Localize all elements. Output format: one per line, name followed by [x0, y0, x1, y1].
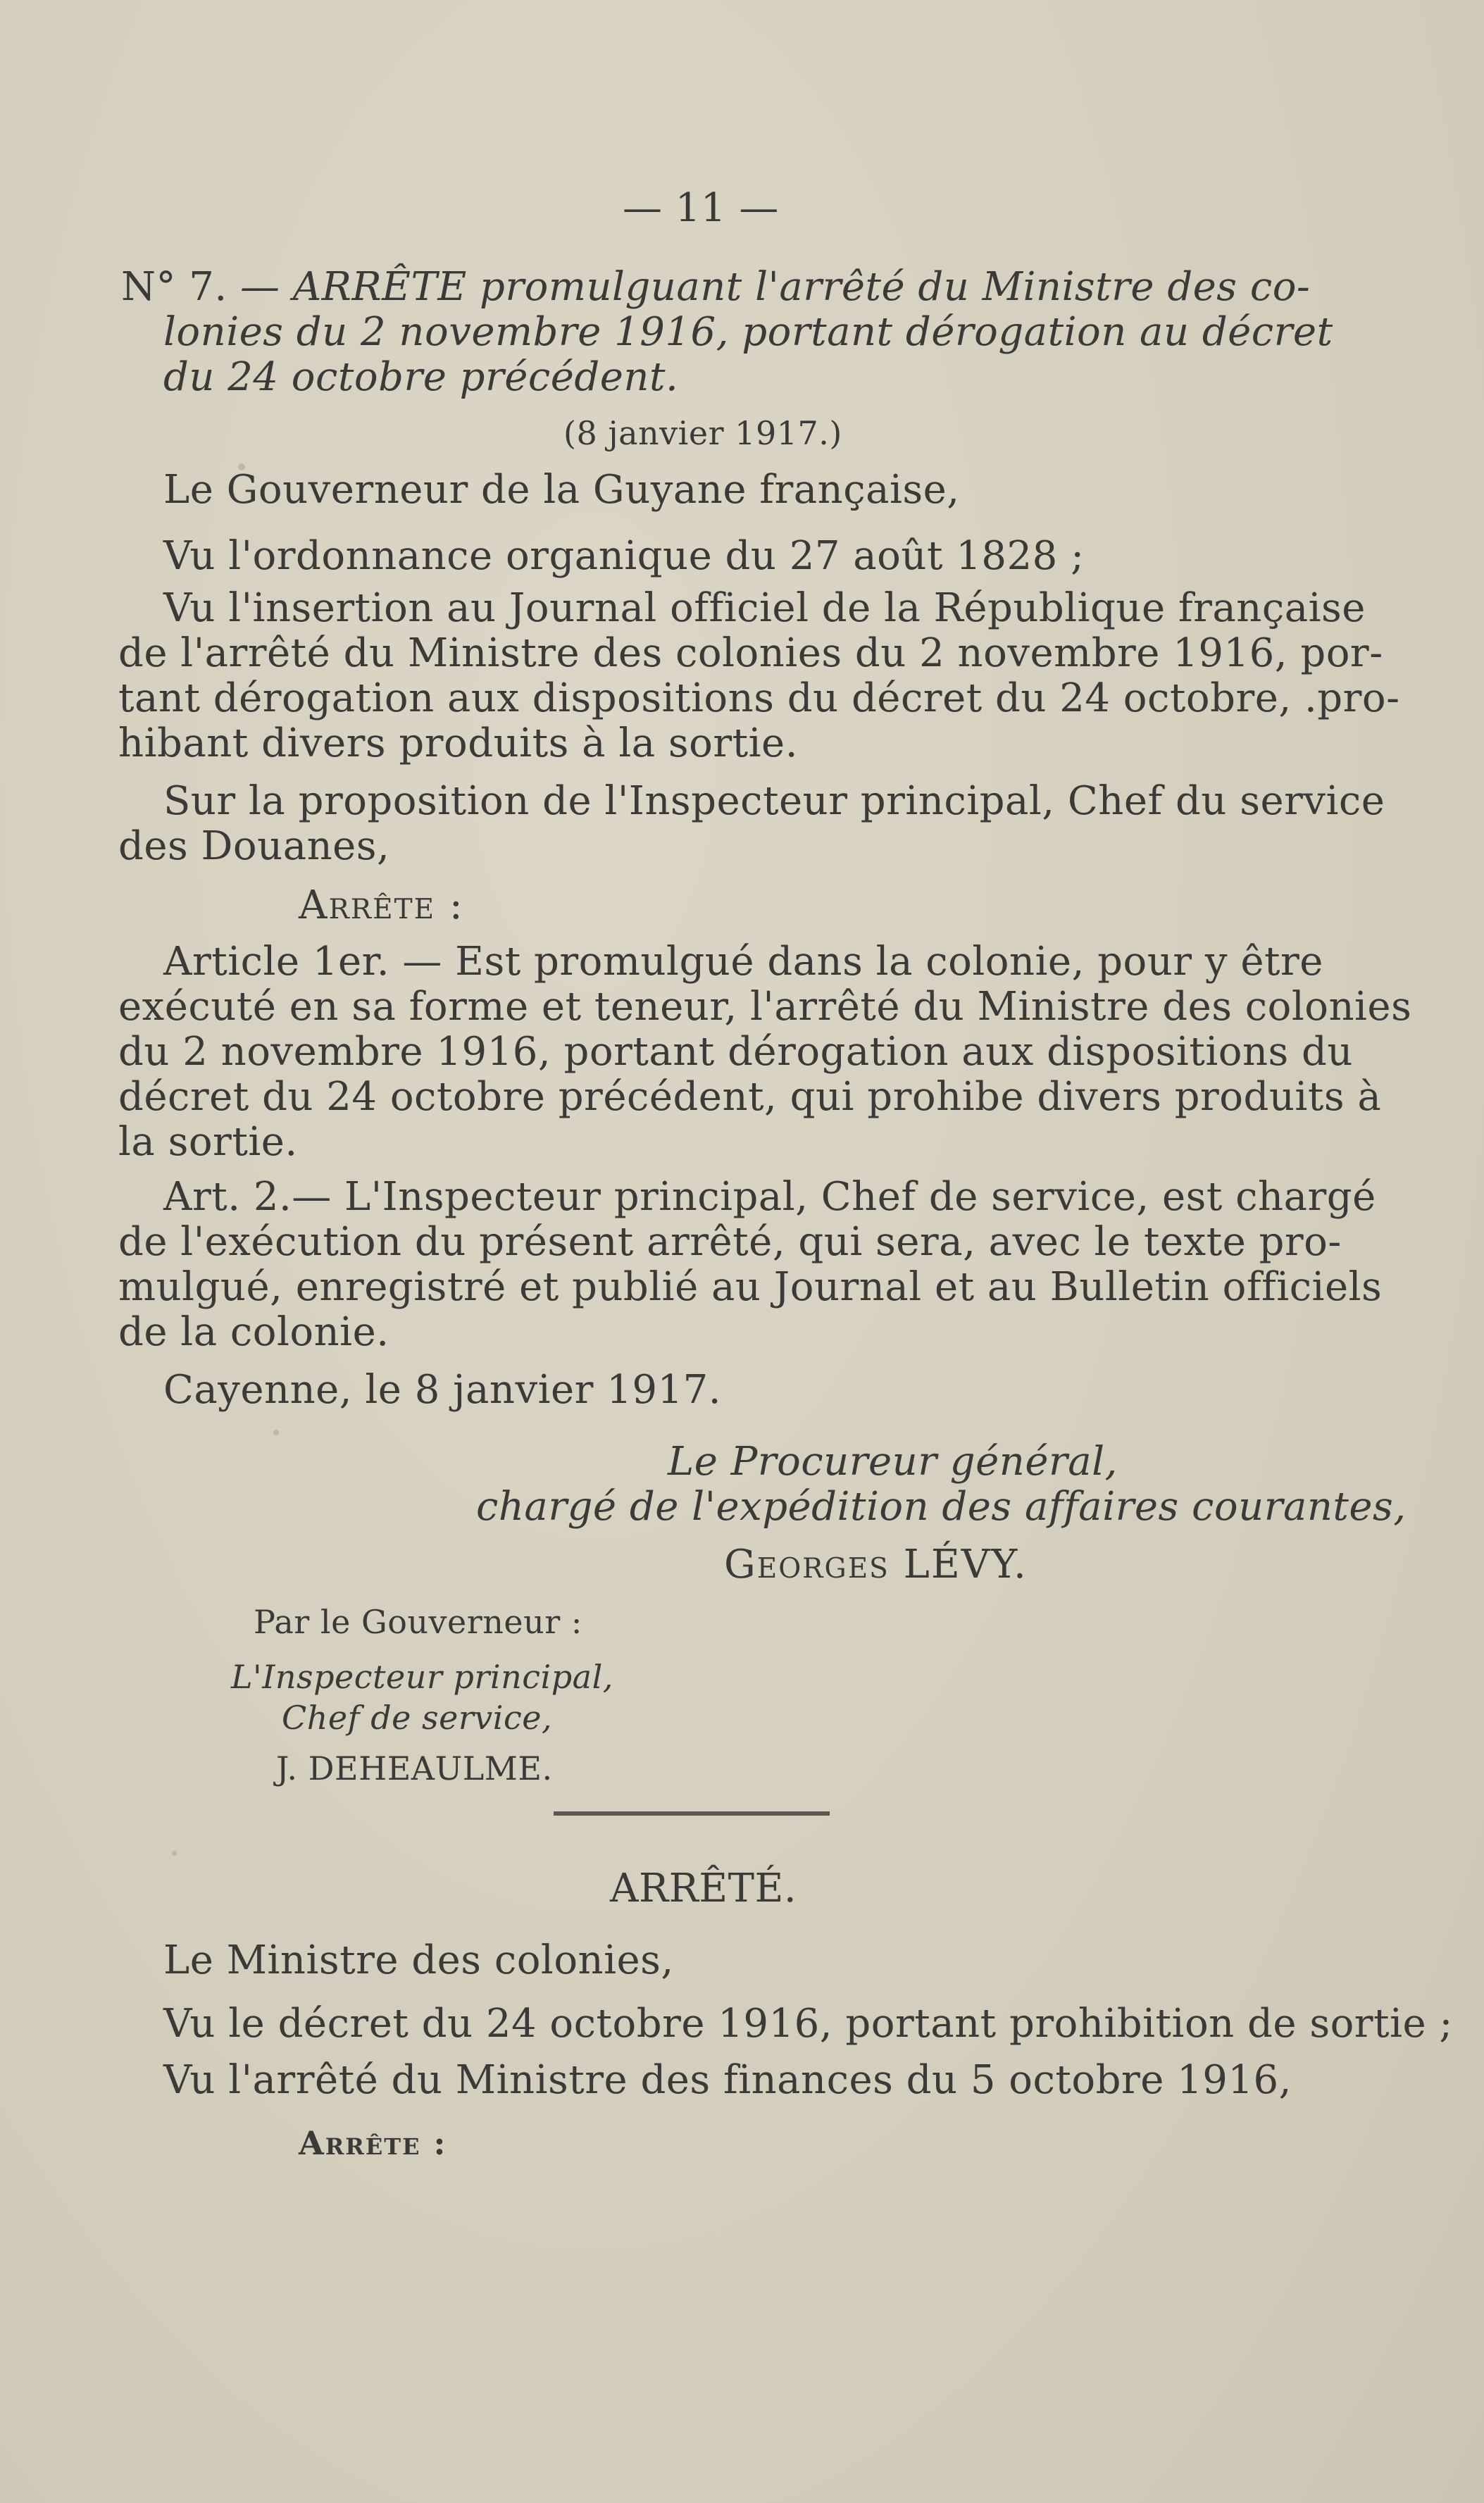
countersign-role: Chef de service, — [282, 1699, 553, 1737]
paper-spot — [273, 1430, 279, 1435]
vu-insertion-l1: Vu l'insertion au Journal officiel de la République française — [163, 585, 1366, 631]
signatory-name: Georges LÉVY. — [724, 1542, 1028, 1587]
page-number: — 11 — — [623, 185, 779, 231]
article1-l4: décret du 24 octobre précédent, qui prohibe divers produits à — [118, 1074, 1382, 1120]
article2-l3: mulgué, enregistré et publié au Journal et au Bulletin officiels — [118, 1264, 1383, 1310]
vu-decret: Vu le décret du 24 octobre 1916, portant prohibition de sortie ; — [163, 2001, 1453, 2047]
arrete-heading: Arrête : — [299, 882, 464, 928]
article1-l5: la sortie. — [118, 1119, 298, 1165]
decree-title-line-2: lonies du 2 novembre 1916, portant dérogation au décret — [163, 309, 1333, 355]
signatory-role: chargé de l'expédition des affaires courantes, — [476, 1484, 1407, 1530]
decree-number: N° 7. — [121, 264, 227, 310]
vu-ordonnance: Vu l'ordonnance organique du 27 août 1828 ; — [163, 533, 1085, 579]
proposition-l2: des Douanes, — [118, 823, 390, 869]
paper-spot — [238, 463, 245, 470]
place-date: Cayenne, le 8 janvier 1917. — [163, 1367, 722, 1413]
article1-l2: exécuté en sa forme et teneur, l'arrêté du Ministre des colonies — [118, 984, 1412, 1030]
countersign-label: Par le Gouverneur : — [254, 1603, 582, 1641]
countersign-name: J. DEHEAULME. — [276, 1749, 553, 1787]
paper-spot — [172, 1851, 177, 1856]
article1-l3: du 2 novembre 1916, portant dérogation aux dispositions du — [118, 1029, 1353, 1075]
countersign-title: L'Inspecteur principal, — [231, 1658, 613, 1696]
vu-insertion-l3: tant dérogation aux dispositions du décret du 24 octobre, .pro- — [118, 675, 1400, 721]
minister-line: Le Ministre des colonies, — [163, 1937, 674, 1983]
arrete-section-heading: ARRÊTÉ. — [610, 1866, 797, 1911]
section-divider — [554, 1811, 830, 1816]
vu-insertion-l4: hibant divers produits à la sortie. — [118, 720, 798, 766]
decree-date: (8 janvier 1917.) — [563, 414, 842, 452]
decree-title-line-1 — [121, 265, 1310, 310]
article1-l1: Article 1er. — Est promulgué dans la colonie, pour y être — [163, 939, 1323, 985]
arrete-heading-2: Arrête : — [299, 2124, 447, 2162]
vu-arrete-finances: Vu l'arrêté du Ministre des finances du 5 octobre 1916, — [163, 2057, 1292, 2103]
signatory-title: Le Procureur général, — [668, 1439, 1118, 1485]
proposition-l1: Sur la proposition de l'Inspecteur principal, Chef du service — [163, 778, 1385, 824]
vu-insertion-l2: de l'arrêté du Ministre des colonies du 2 novembre 1916, por- — [118, 630, 1383, 676]
article2-l1: Art. 2.— L'Inspecteur principal, Chef de service, est chargé — [163, 1174, 1376, 1220]
article2-l4: de la colonie. — [118, 1309, 389, 1355]
governor-line: Le Gouverneur de la Guyane française, — [163, 467, 960, 513]
decree-title-line-3: du 24 octobre précédent. — [163, 354, 679, 400]
decree-title-text-1: — ARRÊTE promulguant l'arrêté du Ministre des co- — [240, 264, 1311, 310]
article2-l2: de l'exécution du présent arrêté, qui sera, avec le texte pro- — [118, 1219, 1342, 1265]
